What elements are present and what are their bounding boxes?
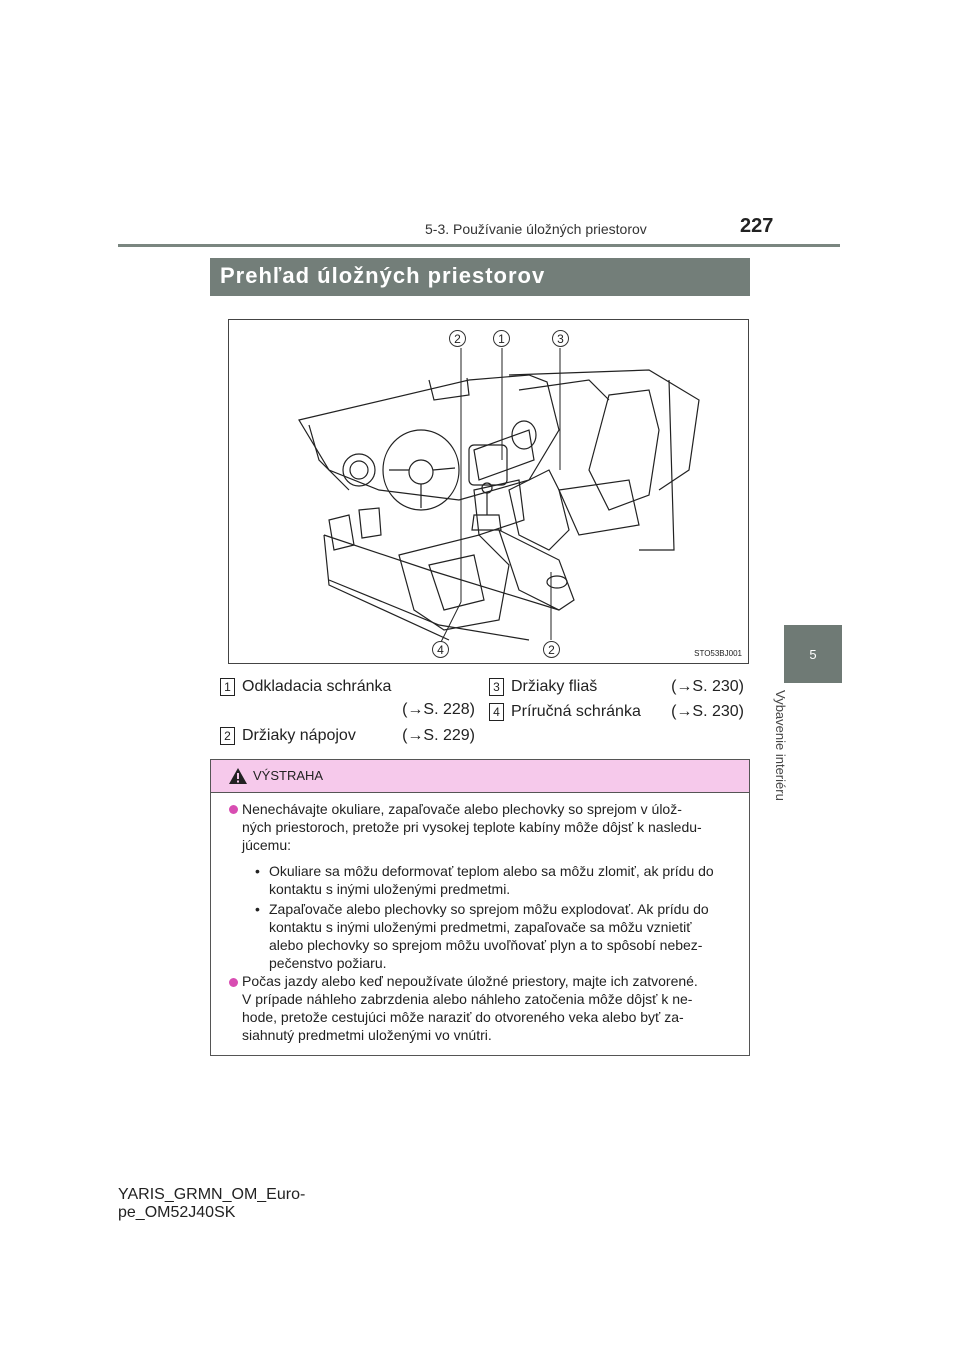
footer-line-1: YARIS_GRMN_OM_Euro-: [118, 1186, 306, 1203]
chapter-tab: 5: [784, 625, 842, 683]
warning-header: [211, 760, 749, 793]
legend-badge-4: 4: [489, 703, 504, 721]
warning-sub-marker-2: •: [255, 901, 260, 917]
warning-bullet-1: [229, 805, 238, 814]
section-title: Prehľad úložných priestorov: [220, 263, 546, 288]
legend-label-1: Odkladacia schránka: [242, 678, 392, 695]
warning-box: [210, 759, 750, 1056]
warning-paragraph-1: Nenechávajte okuliare, zapaľovače alebo plechovky so sprejom v úlož- ných priestoroch, pretože pri vysokej teplote kabíny môže dôjsť k nasledu- júcemu:: [242, 801, 702, 853]
interior-illustration: [228, 319, 749, 664]
callout-2-bottom: 2: [543, 641, 560, 658]
callout-3-top: 3: [552, 330, 569, 347]
warning-sub-marker-1: •: [255, 863, 260, 879]
page-number: 227: [740, 215, 774, 237]
warning-title: VÝSTRAHA: [253, 768, 324, 783]
header-divider: [118, 244, 840, 247]
car-interior-drawing: [229, 320, 750, 665]
figure-code: STO53BJ001: [694, 649, 742, 658]
warning-paragraph-2: Počas jazdy alebo keď nepoužívate úložné priestory, majte ich zatvorené. V prípade náhleho zabrzdenia alebo náhleho zatočenia môže dôjsť k ne- hode, pretože cestujúci môže naraziť do otvoreného veka alebo byť za- siahnutý predmetmi uloženými vo vnútri.: [242, 973, 698, 1043]
legend-ref-4: (→S. 230): [671, 703, 744, 720]
callout-1-top: 1: [493, 330, 510, 347]
legend-badge-3: 3: [489, 678, 504, 696]
warning-subitem-2: Zapaľovače alebo plechovky so sprejom môžu explodovať. Ak prídu do kontaktu s inými uloženými predmetmi, zapaľovače sa môžu vznietiť alebo plechovky so sprejom môžu uvoľňovať plyn a to spôsobí nebez- pečenstvo požiaru.: [269, 901, 709, 971]
warning-subitem-1: Okuliare sa môžu deformovať teplom alebo sa môžu zlomiť, ak prídu do kontaktu s inými uloženými predmetmi.: [269, 863, 714, 897]
legend-ref-1: (→S. 228): [402, 701, 475, 718]
legend-label-2: Držiaky nápojov: [242, 727, 356, 744]
chapter-tab-label-wrap: [773, 690, 810, 880]
callout-2-top: 2: [449, 330, 466, 347]
legend-label-3: Držiaky fliaš: [511, 678, 598, 695]
legend-badge-2: 2: [220, 727, 235, 745]
footer-line-2: pe_OM52J40SK: [118, 1204, 236, 1221]
warning-bullet-2: [229, 978, 238, 987]
callout-4-bottom: 4: [432, 641, 449, 658]
legend-label-4: Príručná schránka: [511, 703, 641, 720]
warning-triangle-icon: [228, 767, 248, 785]
header-section-title: 5-3. Používanie úložných priestorov: [425, 221, 647, 237]
section-title-bar: [210, 258, 750, 296]
legend-ref-2: (→S. 229): [402, 727, 475, 744]
legend-ref-3: (→S. 230): [671, 678, 744, 695]
chapter-tab-label: Vybavenie interiéru: [773, 690, 788, 801]
legend-badge-1: 1: [220, 678, 235, 696]
footer-doc-id: [118, 1186, 305, 1222]
